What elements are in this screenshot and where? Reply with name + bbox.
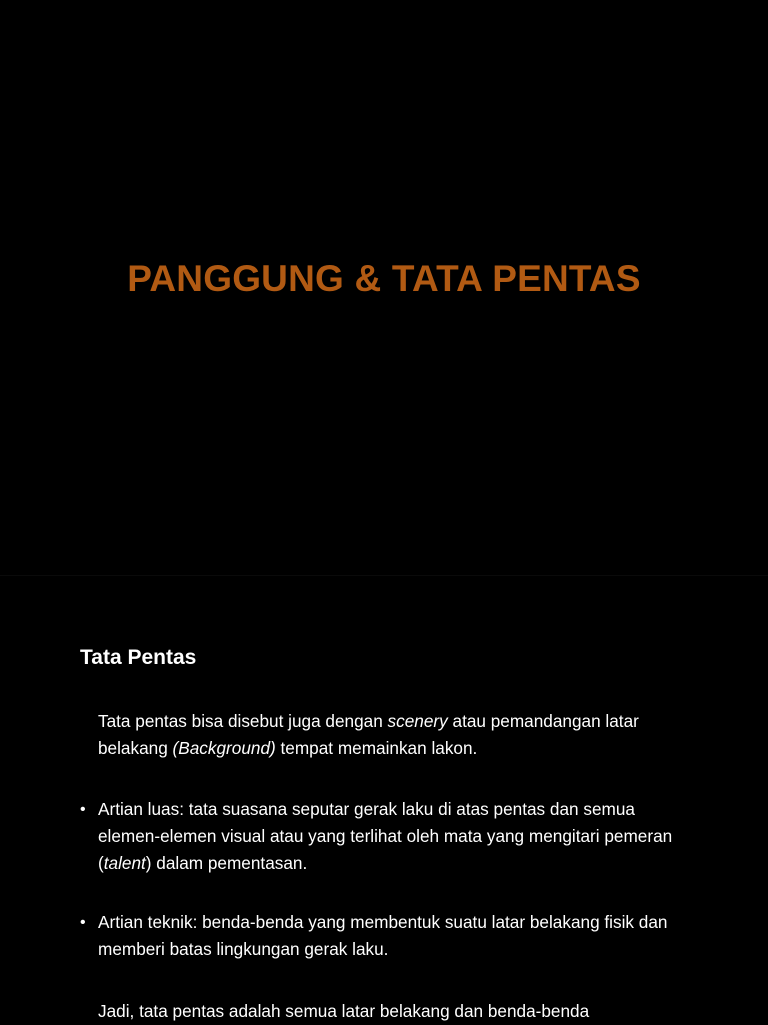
bullet-icon: •: [80, 801, 86, 818]
text-run: atau pemandangan latar belakang: [98, 711, 639, 758]
italic-term-scenery: scenery: [387, 711, 448, 731]
paragraph-definition: [98, 708, 688, 762]
paragraph-conclusion: Jadi, tata pentas adalah semua latar belakang dan benda-benda: [98, 1001, 590, 1021]
italic-term-talent: talent: [103, 853, 146, 873]
text-run: ) dalam pementasan.: [145, 853, 308, 873]
slide-title: PANGGUNG & TATA PENTAS: [127, 258, 641, 299]
content-slide: [0, 576, 768, 1024]
italic-term-background: (Background): [172, 738, 276, 758]
paragraph-technical-meaning: Artian teknik: benda-benda yang membentuk suatu latar belakang fisik dan memberi batas lingkungan gerak laku.: [98, 912, 668, 959]
section-heading: Tata Pentas: [80, 646, 197, 669]
text-run: Artian luas: tata suasana seputar gerak laku di atas pentas dan semua elemen-elemen visual atau yang terlihat oleh mata yang mengitari pemeran (: [98, 799, 673, 873]
text-run: Tata pentas bisa disebut juga dengan: [98, 711, 388, 731]
text-run: tempat memainkan lakon.: [275, 738, 478, 758]
paragraph-broad-meaning: [98, 796, 688, 877]
bullet-icon: •: [80, 914, 86, 931]
